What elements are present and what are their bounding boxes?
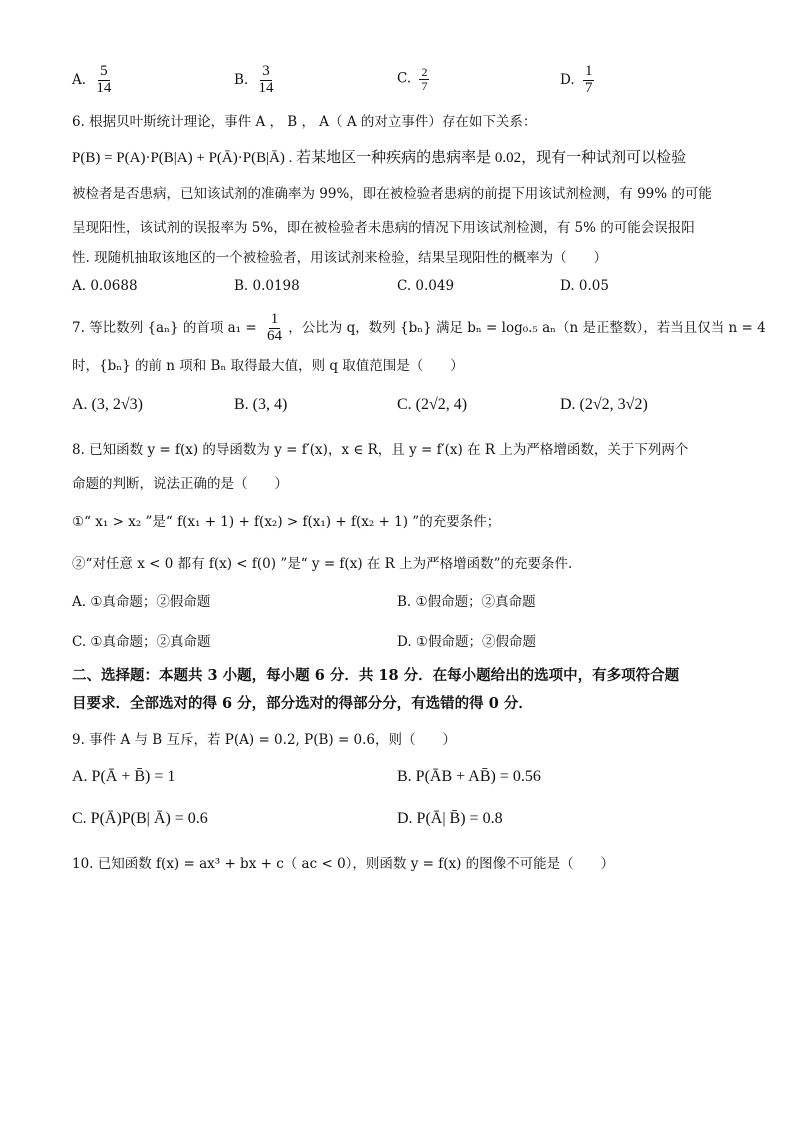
q9-option-a: A. P(Ā + B̄) = 1 bbox=[72, 768, 176, 785]
q6-stem-line4: 呈现阳性，该试剂的误报率为 5%，即在被检验者未患病的情况下用该试剂检测，有 5% 的可能会误报阳 bbox=[72, 220, 695, 236]
fraction-numerator: 2 bbox=[421, 65, 428, 79]
q5-option-c-fraction bbox=[419, 66, 429, 92]
q6-option-d: D. 0.05 bbox=[560, 278, 609, 294]
q8-option-a: A. ①真命题；②假命题 bbox=[72, 594, 211, 610]
q9-option-d: D. P(Ā| B̄) = 0.8 bbox=[397, 810, 503, 827]
q6-stem-line3: 被检者是否患病，已知该试剂的准确率为 99%，即在被检验者患病的前提下用该试剂检测，有 99% 的可能 bbox=[72, 186, 712, 202]
q5-option-b-fraction bbox=[257, 64, 276, 97]
fraction-numerator: 1 bbox=[270, 311, 279, 327]
q6-option-c: C. 0.049 bbox=[397, 278, 455, 294]
q9-stem: 9. 事件 A 与 B 互斥，若 P(A) = 0.2, P(B) = 0.6，则（ ） bbox=[72, 732, 457, 748]
q8-option-d: D. ①假命题；②假命题 bbox=[397, 634, 537, 650]
q8-stem-line2: 命题的判断，说法正确的是（ ） bbox=[72, 476, 288, 492]
fraction-denominator: 14 bbox=[258, 79, 274, 96]
q5-option-a bbox=[72, 64, 113, 97]
q8-stem-line1: 8. 已知函数 y = f(x) 的导函数为 y = f′(x)，x ∈ R，且 y = f′(x) 在 R 上为严格增函数，关于下列两个 bbox=[72, 442, 689, 458]
q7-option-d: D. (2√2, 3√2) bbox=[560, 396, 648, 413]
q5-option-d bbox=[560, 64, 594, 97]
q5-option-b-label: B. bbox=[234, 71, 249, 88]
q5-option-c-label: C. bbox=[397, 70, 412, 87]
q8-option-c: C. ①真命题；②真命题 bbox=[72, 634, 211, 650]
q7-stem-post: ，公比为 q，数列 {bₙ} 满足 bₙ = log₀.₅ aₙ（n 是正整数），若当且仅当 n = 4 bbox=[288, 319, 766, 336]
q5-option-b bbox=[234, 64, 276, 97]
fraction-denominator: 14 bbox=[96, 79, 112, 96]
fraction-numerator: 5 bbox=[100, 63, 108, 79]
q6-formula-line: P(B) = P(A)·P(B|A) + P(Ā)·P(B|Ā) . 若某地区一种疾病的患病率是 0.02，现有一种试剂可以检验 bbox=[72, 150, 687, 166]
q7-stem-line2: 时，{bₙ} 的前 n 项和 Bₙ 取得最大值，则 q 取值范围是（ ） bbox=[72, 358, 464, 374]
q7-option-b: B. (3, 4) bbox=[234, 396, 288, 413]
q9-option-c: C. P(Ā)P(B| Ā) = 0.6 bbox=[72, 810, 208, 827]
fraction-denominator: 7 bbox=[421, 78, 428, 93]
q6-option-b: B. 0.0198 bbox=[234, 278, 300, 294]
q5-option-d-label: D. bbox=[560, 71, 575, 88]
fraction-denominator: 7 bbox=[584, 79, 593, 96]
fraction-numerator: 3 bbox=[262, 63, 270, 79]
section-2-heading-line1: 二、选择题：本题共 3 小题，每小题 6 分．共 18 分．在每小题给出的选项中，有多项符合题 bbox=[72, 667, 680, 684]
q6-stem-line1: 6. 根据贝叶斯统计理论，事件 A ， B ， A（ A 的对立事件）存在如下关系： bbox=[72, 114, 537, 130]
q5-option-a-label: A. bbox=[72, 71, 87, 88]
q7-first-term-fraction bbox=[265, 312, 284, 345]
fraction-numerator: 1 bbox=[584, 63, 593, 79]
q7-stem-pre: 7. 等比数列 {aₙ} 的首项 a₁ = bbox=[72, 319, 257, 336]
q8-proposition-1: ①“ x₁ > x₂ ”是“ f(x₁ + 1) + f(x₂) > f(x₁) + f(x₂ + 1) ”的充要条件； bbox=[72, 514, 501, 530]
q5-option-a-fraction bbox=[94, 64, 113, 97]
q6-stem-line5: 性. 现随机抽取该地区的一个被检验者，用该试剂来检验，结果呈现阳性的概率为（ ） bbox=[72, 250, 608, 266]
q9-option-b: B. P(ĀB + AB̄) = 0.56 bbox=[397, 768, 541, 785]
q7-option-a: A. (3, 2√3) bbox=[72, 396, 143, 413]
q6-option-a: A. 0.0688 bbox=[72, 278, 138, 294]
q7-stem-line1 bbox=[72, 312, 766, 345]
q8-proposition-2: ②“对任意 x < 0 都有 f(x) < f(0) ”是“ y = f(x) 在 R 上为严格增函数”的充要条件. bbox=[72, 556, 573, 572]
q8-option-b: B. ①假命题；②真命题 bbox=[397, 594, 536, 610]
fraction-denominator: 64 bbox=[266, 327, 282, 344]
q7-option-c: C. (2√2, 4) bbox=[397, 396, 468, 413]
section-2-heading-line2: 目要求．全部选对的得 6 分，部分选对的得部分分，有选错的得 0 分． bbox=[72, 695, 533, 712]
q5-option-c bbox=[397, 66, 429, 92]
q5-option-d-fraction bbox=[583, 64, 595, 97]
q10-stem: 10. 已知函数 f(x) = ax³ + bx + c（ ac < 0），则函数 y = f(x) 的图像不可能是（ ） bbox=[72, 856, 615, 872]
